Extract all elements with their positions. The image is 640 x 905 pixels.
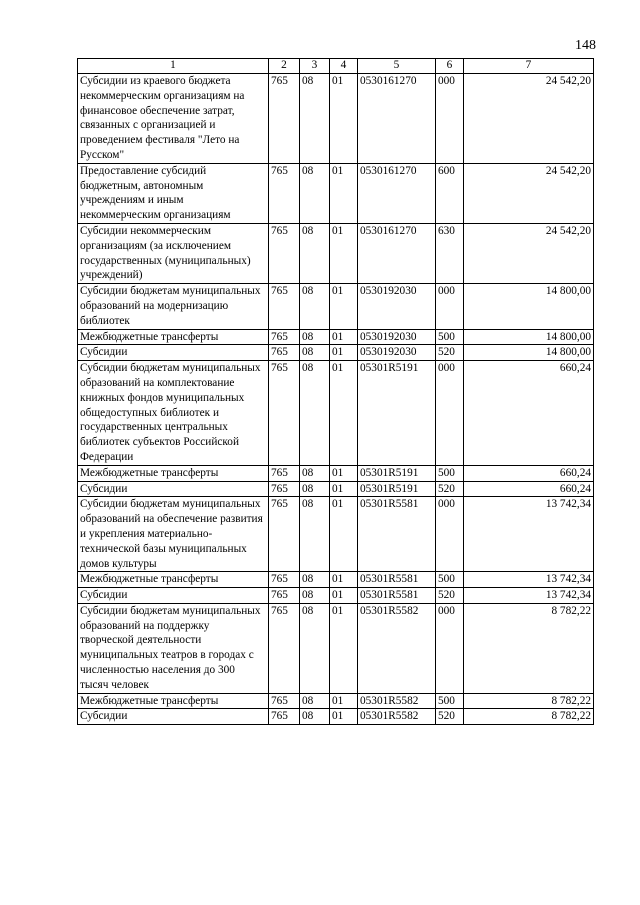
- row-expense-type: 000: [436, 284, 464, 329]
- row-subsection-code: 01: [330, 693, 358, 709]
- row-name: Предоставление субсидий бюджетным, автономным учреждениям и иным некоммерческим организациям: [78, 163, 269, 223]
- row-ministry-code: 765: [269, 345, 300, 361]
- row-name: Субсидии некоммерческим организациям (за исключением государственных (муниципальных) учреждений): [78, 223, 269, 283]
- row-target-article: 0530192030: [358, 345, 436, 361]
- row-amount: 8 782,22: [464, 603, 594, 693]
- row-name: Субсидии бюджетам муниципальных образований на комплектование книжных фондов муниципальных общедоступных библиотек и государственных центральных библиотек субъектов Российской Федерации: [78, 361, 269, 466]
- row-target-article: 0530192030: [358, 329, 436, 345]
- row-ministry-code: 765: [269, 223, 300, 283]
- row-subsection-code: 01: [330, 572, 358, 588]
- row-name: Межбюджетные трансферты: [78, 329, 269, 345]
- row-name: Субсидии бюджетам муниципальных образований на поддержку творческой деятельности муниципальных театров в городах с численностью населения до 300 тысяч человек: [78, 603, 269, 693]
- table-row: [78, 74, 594, 164]
- row-amount: 24 542,20: [464, 74, 594, 164]
- page-number: 148: [575, 38, 596, 53]
- row-ministry-code: 765: [269, 361, 300, 466]
- row-subsection-code: 01: [330, 603, 358, 693]
- row-ministry-code: 765: [269, 588, 300, 604]
- table-row: [78, 345, 594, 361]
- row-expense-type: 600: [436, 163, 464, 223]
- row-amount: 8 782,22: [464, 693, 594, 709]
- row-expense-type: 630: [436, 223, 464, 283]
- row-ministry-code: 765: [269, 329, 300, 345]
- row-section-code: 08: [300, 329, 330, 345]
- row-target-article: 0530192030: [358, 284, 436, 329]
- row-amount: 8 782,22: [464, 709, 594, 725]
- row-target-article: 0530161270: [358, 223, 436, 283]
- row-expense-type: 520: [436, 481, 464, 497]
- header-row: [78, 59, 594, 74]
- row-expense-type: 000: [436, 497, 464, 572]
- row-target-article: 05301R5582: [358, 693, 436, 709]
- row-ministry-code: 765: [269, 709, 300, 725]
- row-expense-type: 000: [436, 361, 464, 466]
- row-amount: 14 800,00: [464, 345, 594, 361]
- row-section-code: 08: [300, 284, 330, 329]
- row-name: Межбюджетные трансферты: [78, 465, 269, 481]
- row-target-article: 05301R5581: [358, 497, 436, 572]
- row-name: Субсидии: [78, 709, 269, 725]
- row-amount: 660,24: [464, 361, 594, 466]
- row-name: Субсидии бюджетам муниципальных образований на обеспечение развития и укрепления материально-технической базы муниципальных домов культуры: [78, 497, 269, 572]
- header-col-6: 6: [436, 59, 464, 74]
- row-target-article: 0530161270: [358, 163, 436, 223]
- row-target-article: 05301R5581: [358, 572, 436, 588]
- row-amount: 24 542,20: [464, 223, 594, 283]
- row-expense-type: 520: [436, 709, 464, 725]
- row-subsection-code: 01: [330, 481, 358, 497]
- row-amount: 660,24: [464, 481, 594, 497]
- row-subsection-code: 01: [330, 465, 358, 481]
- row-ministry-code: 765: [269, 481, 300, 497]
- row-subsection-code: 01: [330, 345, 358, 361]
- row-expense-type: 000: [436, 603, 464, 693]
- row-name: Субсидии бюджетам муниципальных образований на модернизацию библиотек: [78, 284, 269, 329]
- row-subsection-code: 01: [330, 329, 358, 345]
- row-subsection-code: 01: [330, 163, 358, 223]
- row-subsection-code: 01: [330, 588, 358, 604]
- row-expense-type: 500: [436, 329, 464, 345]
- row-subsection-code: 01: [330, 74, 358, 164]
- table-row: [78, 603, 594, 693]
- row-name: Межбюджетные трансферты: [78, 572, 269, 588]
- row-section-code: 08: [300, 74, 330, 164]
- header-col-1: 1: [78, 59, 269, 74]
- row-ministry-code: 765: [269, 284, 300, 329]
- row-target-article: 05301R5581: [358, 588, 436, 604]
- row-section-code: 08: [300, 481, 330, 497]
- table-row: [78, 361, 594, 466]
- table-row: [78, 163, 594, 223]
- row-expense-type: 520: [436, 345, 464, 361]
- row-target-article: 05301R5191: [358, 481, 436, 497]
- row-expense-type: 500: [436, 465, 464, 481]
- row-name: Субсидии из краевого бюджета некоммерческим организациям на финансовое обеспечение затрат, связанных с организацией и проведением фестиваля "Лето на Русском": [78, 74, 269, 164]
- row-expense-type: 500: [436, 693, 464, 709]
- table-row: [78, 284, 594, 329]
- row-section-code: 08: [300, 465, 330, 481]
- row-amount: 14 800,00: [464, 329, 594, 345]
- header-col-5: 5: [358, 59, 436, 74]
- table-row: [78, 465, 594, 481]
- row-section-code: 08: [300, 693, 330, 709]
- row-expense-type: 520: [436, 588, 464, 604]
- table-row: [78, 223, 594, 283]
- table-row: [78, 329, 594, 345]
- row-name: Субсидии: [78, 345, 269, 361]
- row-amount: 13 742,34: [464, 572, 594, 588]
- header-col-4: 4: [330, 59, 358, 74]
- row-subsection-code: 01: [330, 361, 358, 466]
- row-section-code: 08: [300, 572, 330, 588]
- table-row: [78, 693, 594, 709]
- table-row: [78, 709, 594, 725]
- row-section-code: 08: [300, 163, 330, 223]
- row-target-article: 05301R5191: [358, 361, 436, 466]
- row-section-code: 08: [300, 588, 330, 604]
- table-row: [78, 481, 594, 497]
- row-ministry-code: 765: [269, 465, 300, 481]
- row-subsection-code: 01: [330, 497, 358, 572]
- row-section-code: 08: [300, 497, 330, 572]
- row-expense-type: 500: [436, 572, 464, 588]
- row-amount: 24 542,20: [464, 163, 594, 223]
- row-section-code: 08: [300, 603, 330, 693]
- row-section-code: 08: [300, 361, 330, 466]
- budget-table: [77, 58, 594, 725]
- row-expense-type: 000: [436, 74, 464, 164]
- row-target-article: 05301R5582: [358, 603, 436, 693]
- row-name: Межбюджетные трансферты: [78, 693, 269, 709]
- row-amount: 660,24: [464, 465, 594, 481]
- row-ministry-code: 765: [269, 163, 300, 223]
- row-amount: 14 800,00: [464, 284, 594, 329]
- row-section-code: 08: [300, 345, 330, 361]
- row-subsection-code: 01: [330, 709, 358, 725]
- header-col-7: 7: [464, 59, 594, 74]
- table-body: [78, 74, 594, 725]
- header-col-2: 2: [269, 59, 300, 74]
- row-ministry-code: 765: [269, 497, 300, 572]
- table-row: [78, 497, 594, 572]
- row-name: Субсидии: [78, 481, 269, 497]
- row-ministry-code: 765: [269, 572, 300, 588]
- row-subsection-code: 01: [330, 284, 358, 329]
- row-ministry-code: 765: [269, 74, 300, 164]
- row-subsection-code: 01: [330, 223, 358, 283]
- row-target-article: 0530161270: [358, 74, 436, 164]
- row-section-code: 08: [300, 223, 330, 283]
- row-target-article: 05301R5582: [358, 709, 436, 725]
- row-ministry-code: 765: [269, 693, 300, 709]
- row-ministry-code: 765: [269, 603, 300, 693]
- row-target-article: 05301R5191: [358, 465, 436, 481]
- row-amount: 13 742,34: [464, 497, 594, 572]
- table-row: [78, 572, 594, 588]
- row-amount: 13 742,34: [464, 588, 594, 604]
- table-row: [78, 588, 594, 604]
- row-name: Субсидии: [78, 588, 269, 604]
- header-col-3: 3: [300, 59, 330, 74]
- row-section-code: 08: [300, 709, 330, 725]
